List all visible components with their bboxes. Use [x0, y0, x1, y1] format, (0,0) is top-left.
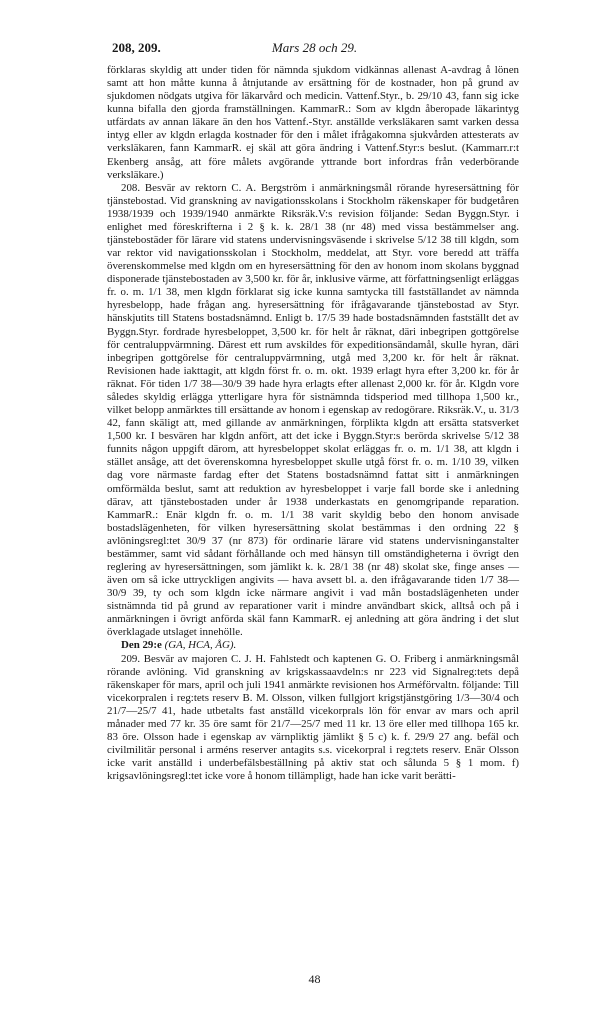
date-abbreviations: (GA, HCA, ÅG). — [164, 639, 237, 652]
header-date: Mars 28 och 29. — [271, 40, 358, 55]
page-number: 48 — [308, 972, 321, 986]
paragraph-209: 209. Besvär av majoren C. J. H. Fahlstedt och kaptenen G. O. Friberg i anmärkningsmål rörande avlöning. Vid granskning av krigskassaavdeln:s nr 223 vid Signalreg:tets depå räkenskaper för mars, april och juli 1941 anmärkte revisionen hos Arméförvaltn. följande: Till vicekorpralen i reg:tets reserv B. M. Olsson, vilken fullgjort krigstjänstgöring 1/3—30/4 och 21/7—25/7 41, hade utbetalts fast anställd vicekorprals lön för envar av mars och april månader med 77 kr. 35 öre samt för 21/7—25/7 med 11 kr. 13 öre eller med tillhopa 165 kr. 83 öre. Olsson hade i egenskap av värnpliktig jämlikt § 5 c) k. f. 29/9 27 ang. befäl och civilmilitär personal i arméns reserver antagits s.s. vicekorpral i reg:tets reserv. Enär Olsson icke varit anställd i underbefälsbeställning på aktiv stat och sålunda 5 § 1 mom. f) krigsavlöningsregl:tet icke vore å honom tillämpligt, hade han icke varit berätti- — [107, 652, 519, 783]
date-label: Den 29:e — [121, 639, 162, 652]
header-case-numbers: 208, 209. — [112, 40, 161, 55]
body-text — [107, 64, 519, 783]
paragraph-207-continuation: förklaras skyldig att under tiden för nämnda sjukdom vidkännas allenast A-avdrag å lönen samt att hon måtte kunna å åtnjutande av ersättning för de kostnader, hon på grund av sjukdomen nödgats utgiva för läkarvård och medicin. Vattenf.Styr., b. 29/10 43, fann sig icke kunna bifalla den gjorda framställningen. KammarR.: Som av klgdn åberopade läkarintyg utfärdats av annan läkare än den hos Vattenf.-Styr. anställde verksläkaren samt varken dessa intyg eller av klgdn erlagda kostnader för den i målet ifrågakomna sjukvården attesterats av verksläkaren, fann KammarR. ej skäl att göra ändring i Vattenf.Styr:s beslut. (Kammarr.r:t Ekenberg ansåg, att före målets avgörande yttrande bort infordras från vederbörande verksläkare.) — [107, 64, 519, 181]
date-line — [107, 639, 519, 652]
page-header — [112, 40, 517, 56]
paragraph-208: 208. Besvär av rektorn C. A. Bergström i anmärkningsmål rörande hyresersättning för tjänstebostad. Vid granskning av navigationsskolans i Stockholm räkenskaper för budgetåren 1938/1939 och 1939/1940 anmärkte Riksräk.V:s revision följande: Sedan Byggn.Styr. i enlighet med föreskrifterna i 2 § k. k. 28/1 38 (nr 48) med vissa bestämmelser ang. tjänstebostäder för lärare vid statens undervisningsväsende i skrivelse 5/12 38 till klgdn, som var rektor vid navigationsskolan i Stockholm, meddelat, att Styr. vore beredd att träffa överenskommelse med klgdn om en hyresersättning för den av honom inom skolans byggnad disponerade tjänstebostaden av 3,500 kr. för år, inklusive värme, att författningsenligt erläggas fr. o. m. 1/1 38, men klgdn förklarat sig icke kunna samtycka till fastställandet av nämnda hyresbelopp, hade frågan ang. hyresersättning för ifrågavarande tjänstebostad av Styr. hänskjutits till Statens bostadsnämnd. Enligt b. 17/5 39 hade bostadsnämnden fastställt det av Byggn.Styr. fordrade hyresbeloppet, 3,500 kr. för helt år räknat, däri inbegripen gottgörelse för centraluppvärmning. Därest ett rum avskildes för expeditionsändamål, skulle hyran, däri inbegripen gottgörelse för centraluppvärmning, utgå med 3,200 kr. för helt år räknat. Revisionen hade iakttagit, att klgdn först fr. o. m. okt. 1939 erlagt hyra efter 3,200 kr. för år räknat. För tiden 1/7 38—30/9 39 hade hyra erlagts efter allenast 2,000 kr. för år. Klgdn vore således skyldig erlägga ytterligare hyra för sistnämnda tidsperiod med tillhopa 1,500 kr., vilket belopp anmärktes till ersättande av honom i egenskap av redogörare. Riksräk.V., u. 31/3 42, fann skäligt att, med gillande av anmärkningen, förplikta klgdn att ersätta statsverket 1,500 kr. I besvären har klgdn anfört, att det icke i Byggn.Styr:s berörda skrivelse 5/12 38 funnits någon uppgift därom, att hyresbeloppet skolat erläggas fr. o. m. 1/1 38, att klgdn i stället ansåge, att det överenskomna hyresbeloppet skulle utgå först fr. o. m. 1/10 39, vilken dag vore närmaste fardag efter det Statens bostadsnämnd fattat sitt i anmärkningen omförmälda beslut, samt att reduktion av hyresbeloppet i varje fall borde ske i anledning därav, att tjänstebostaden under år 1938 underkastats en genomgripande reparation. KammarR.: Enär klgdn fr. o. m. 1/1 38 varit skyldig bebo den honom anvisade bostadslägenheten, för vilken hyresersättning skolat bestämmas i den ordning 22 § avlöningsregl:tet 30/9 37 (nr 873) för ordinarie lärare vid statens undervisninganstalter bestämmer, samt vid sådant förhållande och med hänsyn till omständigheterna i övrigt den reglering av hyresersättningen, som jämlikt k. k. 28/1 38 (nr 48) skolat ske, finge anses — även om så icke uttryckligen angivits — hava avsett bl. a. den ifrågavarande tiden 1/7 38—30/9 39, ty och som klgdn icke närmare angivit i vad mån bostadslägenheten under sistnämnda tid på grund av reparationer varit i mindre användbart skick, alltså och på i anmärkningen i övrigt anförda skäl fann KammarR. ej anledning att göra ändring i det slut överklagade utslaget innehölle. — [107, 181, 519, 639]
